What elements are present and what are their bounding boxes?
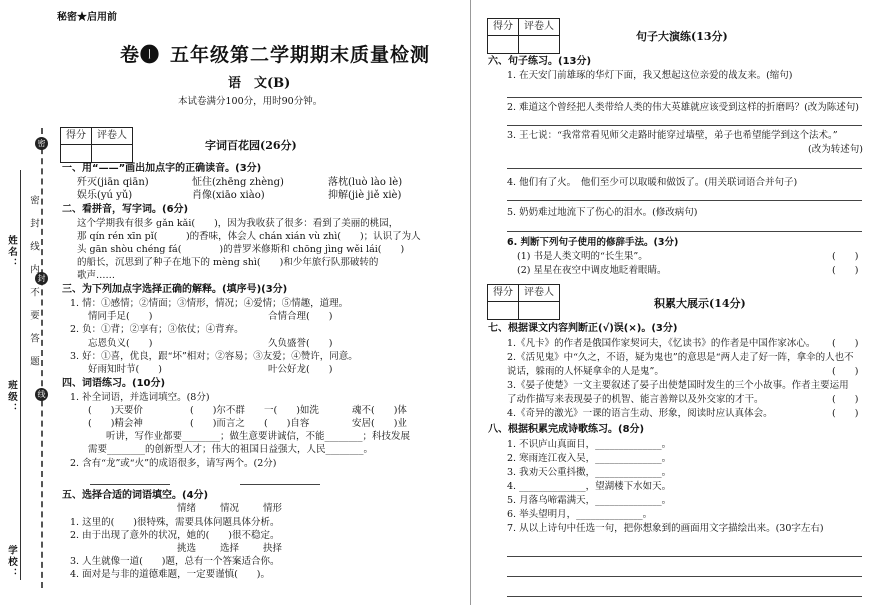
answer-line[interactable] — [507, 576, 862, 577]
q3-title: 三、为下列加点字选择正确的解释。(填序号)(3分) — [62, 284, 288, 295]
q8-item: 4. ______________，望湖楼下水如天。 — [507, 481, 672, 492]
score-box-right-2 — [487, 284, 560, 320]
q2-line: 那 qín rén xīn pǐ( )的香味，体会人 chán xián vù zhì( )；认识了为人 — [77, 231, 421, 242]
q1-item: 怔住(zhēng zhèng) — [192, 177, 284, 188]
answer-paren[interactable]: ( ) — [832, 366, 859, 377]
q3-item: 叶公好龙( ) — [268, 364, 333, 375]
binding-line — [20, 170, 21, 580]
q7-item: 2.《活见鬼》中“久之，不语，疑为鬼也”的意思是“两人走了好一阵，拿伞的人也不 — [507, 352, 854, 363]
seal-dashed-line — [41, 128, 43, 588]
answer-line[interactable] — [240, 484, 320, 485]
section-title-sentences: 句子大演练(13分) — [636, 30, 728, 43]
q8-item: 5. 月落乌啼霜满天，______________。 — [507, 495, 672, 506]
q7-item: 1.《凡卡》的作者是俄国作家契诃夫，《忆读书》的作者是中国作家冰心。 — [507, 338, 816, 349]
q5-item: 3. 人生就像一道( )题，总有一个答案适合你。 — [70, 556, 280, 567]
q2-line: 头 gān shòu chéng fá( )的普罗米修斯和 chōng jìng wěi lái( ) — [77, 244, 405, 255]
seal-dot-1: 密 — [35, 137, 48, 150]
q6-item: 1. 在天安门前雄琢的华灯下面，我又想起这位亲爱的战友来。(缩句) — [507, 70, 793, 81]
seal-notice: 密 封 线 内 不 要 答 题 — [28, 195, 39, 368]
secret-label: 秘密★启用前 — [57, 12, 117, 23]
q1-item: 歼灭(jiān qiān) — [77, 177, 149, 188]
answer-paren[interactable]: ( ) — [832, 338, 859, 349]
score-cell[interactable] — [488, 302, 519, 319]
q3-sub: 3. 好：①喜，优良，跟“坏”相对；②容易；③友爱；④赞许，同意。 — [70, 351, 358, 362]
page-divider — [470, 0, 471, 605]
q7-title: 七、根据课文内容判断正(√)误(×)。(3分) — [488, 323, 678, 334]
q5-item: 1. 这里的( )很特殊，需要具体问题具体分析。 — [70, 517, 280, 528]
q6-item: 5. 奶奶难过地流下了伤心的泪水。(修改病句) — [507, 207, 698, 218]
q3-sub: 2. 负：①背；②享有；③依仗；④背弃。 — [70, 324, 244, 335]
q4-word: 魂不( )体 — [352, 405, 407, 416]
grader-cell[interactable] — [519, 36, 559, 53]
q1-title: 一、用“——”画出加点字的正确读音。(3分) — [62, 163, 262, 174]
score-cell[interactable] — [488, 36, 519, 53]
q5-item: 2. 由于出现了意外的状况，她的( )很不稳定。 — [70, 530, 280, 541]
q5-word-option: 情况 — [220, 503, 240, 514]
q3-sub: 1. 情：①感情；②情面；③情形，情况；④爱情；⑤情趣，道理。 — [70, 298, 349, 309]
q5-word-option: 情形 — [263, 503, 283, 514]
q8-item: 1. 不识庐山真面目，______________。 — [507, 439, 672, 450]
answer-line[interactable] — [507, 200, 862, 201]
q1-item: 肖像(xiāo xiào) — [192, 190, 265, 201]
q5-word-option: 选择 — [220, 543, 240, 554]
q6-item: 2. 难道这个曾经把人类带给人类的伟大英雄就应该受到这样的折磨吗？(改为陈述句) — [507, 102, 859, 113]
q3-item: 情同手足( ) — [88, 311, 153, 322]
grader-cell[interactable] — [92, 145, 132, 162]
answer-paren[interactable]: ( ) — [832, 408, 859, 419]
q4-sub: 1. 补全词语，并选词填空。(8分) — [70, 392, 210, 403]
score-header: 得分 — [488, 285, 519, 301]
q2-line: 的船长，沉思到了种子在地下的 mèng shì( )和少年旅行队那破转的 — [77, 257, 379, 268]
q6-title: 六、句子练习。(13分) — [488, 56, 592, 67]
q3-item: 久负盛誉( ) — [268, 338, 333, 349]
q4-word: ( )精会神 — [88, 418, 143, 429]
q4-fill-line: 需要________的创新型人才；伟大的祖国日益强大，人民________。 — [88, 444, 374, 455]
answer-line[interactable] — [507, 596, 862, 597]
answer-line[interactable] — [507, 231, 862, 232]
q2-line: 这个学期我有很多 gǎn kǎi( )，因为我收获了很多：看到了美丽的桃园， — [77, 218, 399, 229]
q6-note: (改为转述句) — [808, 144, 863, 155]
q8-title: 八、根据积累完成诗歌练习。(8分) — [488, 424, 645, 435]
q4-word: ( )尔不群 — [190, 405, 245, 416]
exam-title: 五年级第二学期期末质量检测 — [170, 44, 431, 66]
q2-title: 二、看拼音，写字词。(6分) — [62, 204, 189, 215]
school-label: 学校： — [6, 545, 17, 580]
score-box-left — [60, 127, 133, 163]
q8-item: 6. 举头望明月，______________。 — [507, 509, 653, 520]
score-cell[interactable] — [61, 145, 92, 162]
answer-line[interactable] — [507, 97, 862, 98]
q5-title: 五、选择合适的词语填空。(4分) — [62, 490, 209, 501]
class-label: 班级： — [6, 380, 17, 415]
q4-fill-line: 听讲，写作业都要________；做生意要讲诚信，不能________；科技发展 — [106, 431, 411, 442]
seal-dot-2: 封 — [35, 272, 48, 285]
q8-item: 7. 从以上诗句中任选一句，把你想象到的画面用文字描绘出来。(30字左右) — [507, 523, 824, 534]
q8-item: 2. 寒雨连江夜入吴，______________。 — [507, 453, 672, 464]
q4-word: 安居( )业 — [352, 418, 407, 429]
q6-subitem: (2) 星星在夜空中调皮地眨着眼睛。 — [517, 265, 667, 276]
q7-item: 4.《奇异的激光》一课的语言生动、形象，阅读时应认真体会。 — [507, 408, 773, 419]
grader-header: 评卷人 — [97, 130, 127, 141]
q4-word: ( )天要价 — [88, 405, 143, 416]
answer-paren[interactable]: ( ) — [832, 251, 859, 262]
q4-title: 四、词语练习。(10分) — [62, 378, 166, 389]
q3-item: 好雨知时节( ) — [88, 364, 162, 375]
q1-item: 娱乐(yú yǔ) — [77, 190, 133, 201]
score-header: 得分 — [488, 19, 519, 35]
score-box-right-1 — [487, 18, 560, 54]
q4-word: ( )自容 — [264, 418, 310, 429]
answer-line[interactable] — [507, 168, 862, 169]
q5-item: 4. 面对是与非的道德难题，一定要谨慎( )。 — [70, 569, 270, 580]
q3-item: 忘恩负义( ) — [88, 338, 153, 349]
section-title-words: 字词百花园(26分) — [205, 139, 297, 152]
answer-line[interactable] — [507, 125, 862, 126]
q4-word: 一( )如洗 — [264, 405, 319, 416]
subject-title: 语 文(B) — [228, 76, 291, 91]
name-label: 姓名： — [6, 235, 17, 270]
q3-item: 合情合理( ) — [268, 311, 333, 322]
seal-dot-3: 线 — [35, 388, 48, 401]
q6-item: 4. 他们有了火。 他们至少可以取暖和做饭了。(用关联词语合并句子) — [507, 177, 798, 188]
q7-item: 3.《晏子使楚》一文主要叙述了晏子出使楚国时发生的三个小故事。作者主要运用 — [507, 380, 849, 391]
answer-paren[interactable]: ( ) — [832, 265, 859, 276]
answer-paren[interactable]: ( ) — [832, 394, 859, 405]
q2-line: 歌声…… — [77, 270, 116, 281]
score-header: 得分 — [61, 128, 92, 144]
volume-mark: 卷❶ — [120, 44, 161, 66]
q5-word-option: 情绪 — [177, 503, 197, 514]
q5-word-option: 抉择 — [263, 543, 283, 554]
exam-note: 本试卷满分100分，用时90分钟。 — [178, 96, 323, 107]
q4-word: ( )而言之 — [190, 418, 245, 429]
q1-item: 落枕(luò lào lè) — [328, 177, 403, 188]
q1-item: 抑解(jiè jiě xiè) — [328, 190, 402, 201]
grader-cell[interactable] — [519, 302, 559, 319]
answer-line[interactable] — [507, 556, 862, 557]
q7-item: 说话，躲雨的人怀疑拿伞的人是鬼”。 — [507, 366, 664, 377]
section-title-accumulation: 积累大展示(14分) — [654, 297, 746, 310]
q7-item: 了动作描写来表现晏子的机智、能言善辩以及外交家的才干。 — [507, 394, 764, 405]
q4-sub: 2. 含有“龙”或“火”的成语很多，请写两个。(2分) — [70, 458, 277, 469]
q6-item: 6. 判断下列句子使用的修辞手法。(3分) — [507, 237, 679, 248]
q8-item: 3. 我劝天公重抖擞，______________。 — [507, 467, 672, 478]
q5-word-option: 挑选 — [177, 543, 197, 554]
q6-item: 3. 王七说：“我常常看见师父走路时能穿过墙壁，弟子也希望能学到这个法术。” — [507, 130, 838, 141]
answer-line[interactable] — [90, 484, 170, 485]
grader-header: 评卷人 — [524, 21, 554, 32]
grader-header: 评卷人 — [524, 287, 554, 298]
q6-subitem: (1) 书是人类文明的“长生果”。 — [517, 251, 648, 262]
